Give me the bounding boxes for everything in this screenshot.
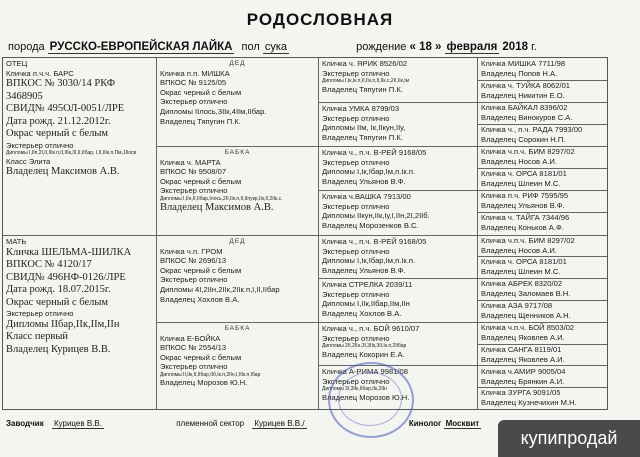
gp-label: БАБКА [224,149,251,156]
mother-color: Окрас черный с белым [6,296,109,308]
ggp-line: Кличка УМКА 8799/03 [322,104,400,113]
ggp-cell [322,104,474,146]
gggp-cell [481,367,605,388]
page-title: РОДОСЛОВНАЯ [246,10,394,29]
gp-line: Дипломы II,IIк,II,IIбар,IIб,Iк.п,2IIн,I,IIIк.п,Iбар [160,371,261,378]
gp-line: Владелец Хохлов В.А. [160,294,240,304]
ggp-line: Владелец Тяпугин П.К. [322,84,403,94]
gggp-cell [481,345,605,366]
grandparent-fm-cell [160,148,315,234]
ggp-cell [322,59,474,101]
footer-signatures [6,419,481,428]
gp-line: Экстерьер отлично [160,186,228,196]
ggp-line: Экстерьер отлично [322,68,390,78]
gggp-cell [481,323,605,344]
ggp-line: Дипломы IIм, Iк,IIкун,IIу, [322,123,406,133]
gggp-line: Владелец Коньков А.Ф. [481,222,564,232]
gggp-cell [481,81,605,102]
ggp-line: Кличка ч. ЯРИК 8526/02 [322,59,408,68]
ggp-line: Кличка ч.ВАШКА 7913/00 [322,192,411,201]
gp-line: Владелец Морозов Ю.Н. [160,378,248,388]
father-birthdate: Дата рожд. 21.12.2012г. [6,115,111,127]
gggp-line: Владелец Шлеин М.С. [481,178,561,188]
mother-registry: ВПКОС № 4120/17 [6,259,92,271]
gggp-line: Кличка АЗА 9717/08 [481,301,553,310]
gggp-cell [481,125,605,146]
gggp-line: Владелец Заломаев В.Н. [481,288,571,298]
gggp-line: Кличка ч.п.ч. БОЙ 8503/02 [481,323,575,332]
ggp-cell [322,148,474,190]
ggp-line: Владелец Кокорин Е.А. [322,349,405,359]
father-color: Окрас черный с белым [6,128,109,140]
year-suffix: г. [531,41,537,53]
gggp-line: Кличка АБРЕК 8320/02 [481,279,563,288]
father-owner: Владелец Максимов А.В. [6,166,120,178]
sex-label: пол [241,41,260,53]
ggp-line: Дипломы 2II,2IIн,3I,3IIк,3II,Iк.п,2IIбар [322,343,407,350]
ggp-line: Владелец Морозов Ю.Н. [322,392,410,402]
gggp-cell [481,213,605,234]
ggp-line: Кличка СТРЕЛКА 2039/11 [322,280,413,289]
grandparent-ff-cell [160,59,315,145]
gggp-line: Владелец Попов Н.А. [481,68,558,78]
divider [318,58,319,409]
gp-line: Дипломы I,IIн,II,IIбар,Iлось,2II,IIк.п,II,IIпукр,IIк,II,2IIк.с. [160,195,283,202]
pedigree-grid [2,57,608,410]
kinolog-value: Москвит [445,419,480,428]
ggp-line: Экстерьер отлично [322,113,390,123]
gggp-cell [481,236,605,257]
gggp-line: Владелец Ульянов В.Ф. [481,200,565,210]
gggp-line: Владелец Брянкин А.И. [481,376,565,386]
ggp-line: Экстерьер отлично [322,333,390,343]
birth-day: « 18 » [409,41,442,53]
gp-line: Окрас черный с белым [160,87,242,97]
ggp-line: Кличка А-РИМА 9981/08 [322,367,408,376]
sex-value: сука [264,41,288,53]
mother-exterior: Экстерьер отлично [6,309,74,319]
gp-line: Экстерьер отлично [160,275,228,285]
breeder-value: Курицев В.В. [53,419,102,428]
gggp-line: Владелец Никитин Е.О. [481,90,565,100]
ggp-line: Владелец Ульянов В.Ф. [322,265,406,275]
father-certificate: СВИД№ 495ОЛ-0051/ЛРЕ [6,103,125,115]
ggp-line: Дипломы IIкун,IIк,Iу,I,IIн,2I,2IIб. [322,211,430,221]
ggp-line: Владелец Морозенков В.С. [322,220,419,230]
father-diplomas: Дипломы I,IIп,2I,II,IIIк.п,II,IIIк,3I,II,IIбар, I,II,IIIк.п.Пм,1Ilосв [6,150,137,157]
gp-line: Кличка ч. МАРТА [160,157,221,167]
gggp-cell [481,103,605,124]
mother-class: Класс первый [6,331,69,343]
gggp-line: Кличка п.ч. РИФ 7595/95 [481,191,569,200]
gp-line: Владелец Тяпугин П.К. [160,116,241,126]
brand-watermark[interactable]: купипродай [498,420,640,457]
gggp-line: Кличка ч.АМИР 9005/04 [481,367,566,376]
gggp-line: Владелец Носов А.И. [481,156,557,166]
gggp-line: Владелец Яковлев А.И. [481,332,565,342]
mother-cell [6,237,154,408]
grandparent-mf-cell [160,237,315,321]
header-line [8,41,608,53]
gggp-cell [481,147,605,168]
mother-certificate: СВИД№ 496НФ-0126/ЛРЕ [6,271,126,283]
gp-label: ДЕД [229,238,246,245]
ggp-line: Владелец Тяпугин П.К. [322,132,403,142]
gp-line: Окрас черный с белым [160,352,242,362]
mother-name: Кличка ШЕЛЬМА-ШИЛКА [6,246,132,258]
gp-line: Окрас черный с белым [160,176,242,186]
gggp-line: Владелец Винокуров С.А. [481,112,573,122]
gp-line: ВПКОС № 2554/13 [160,343,227,353]
gggp-line: Кличка ч.п.ч. БИМ 8297/02 [481,147,575,156]
divider [156,58,157,409]
gggp-line: Владелец Шлеин М.С. [481,266,561,276]
gp-line: Экстерьер отлично [160,97,228,107]
gggp-line: Кличка ч. ТАЙГА 7344/96 [481,213,570,222]
ggp-line: Кличка ч., п.ч. БОЙ 9610/07 [322,324,420,333]
breed-label: порода [8,41,45,53]
gggp-line: Владелец Носов А.И. [481,245,557,255]
gp-label: БАБКА [224,325,251,332]
father-label: ОТЕЦ [6,59,28,68]
father-exterior: Экстерьер отлично [6,140,74,150]
grandparent-mm-cell [160,324,315,408]
father-class: Класс Элита [6,156,51,166]
gp-line: Дипломы 4I,2IIн,2IIк,2IIк.п,I,II,IIбар [160,284,280,294]
gggp-line: Кличка МИШКА 7711/98 [481,59,566,68]
mother-owner: Владелец Курицев В.В. [6,343,111,355]
sector-label: племенной сектор [176,419,245,428]
ggp-cell [322,324,474,364]
ggp-line: Экстерьер отлично [322,157,390,167]
gp-line: Дипломы IIлось,3IIк,4IIм,IIбар. [160,106,267,116]
father-name: Кличка п.ч.ч. БАРС [6,68,74,78]
gggp-line: Владелец Яковлев А.И. [481,354,565,364]
mother-label: МАТЬ [6,237,27,246]
birth-label: рождение [356,41,407,53]
gp-line: Кличка ч.п. ГРОМ [160,246,223,256]
gp-line: Владелец Максимов А.В. [160,202,274,214]
gggp-line: Кличка САНГА 8119/01 [481,345,562,354]
ggp-cell [322,237,474,277]
ggp-line: Дипломы I,Iк,Iбар,Iм,п.Iк.п. [322,167,416,177]
gp-line: ВПКОС № 2696/13 [160,256,227,266]
gp-line: Кличка Е-БОЙКА [160,333,221,343]
gggp-cell [481,191,605,212]
gggp-cell [481,169,605,190]
gggp-cell [481,388,605,408]
gp-label: ДЕД [229,60,246,67]
ggp-line: Кличка ч., п.ч. В-РЕЙ 9168/05 [322,237,427,246]
gggp-line: Владелец Сорокин Н.П. [481,134,566,144]
gp-line: Кличка п.п. МИШКА [160,68,230,78]
sector-value: Курицев В.В./ [254,419,305,428]
club-stamp-inner [338,372,402,426]
gggp-line: Владелец Щенников А.Н. [481,310,571,320]
gp-line: Окрас черный с белым [160,265,242,275]
gp-line: Экстерьер отлично [160,362,228,372]
ggp-line: Владелец Ульянов В.Ф. [322,176,406,186]
gggp-line: Кличка ЗУРГА 9091/05 [481,388,561,397]
father-cell [6,59,154,234]
birth-month: февраля [446,41,498,53]
ggp-line: Дипломы I,Iк,Iк.п,II,IIк.п,II,IIк.с,2II,IIк,Iм [322,78,410,85]
gggp-line: Кличка ч. ОРСА 8181/01 [481,169,567,178]
ggp-line: Экстерьер отлично [322,201,390,211]
gggp-line: Кличка БАЙКАЛ 8396/02 [481,103,568,112]
ggp-cell [322,192,474,234]
gggp-cell [481,301,605,322]
gggp-line: Кличка ч., п.ч. РАДА 7993/00 [481,125,583,134]
gp-line: ВПКОС № 9125/05 [160,78,227,88]
breeder-label: Заводчик [6,419,44,428]
gggp-line: Кличка ч. ОРСА 8181/01 [481,257,567,266]
gggp-line: Кличка ч. ТУЙКА 8062/01 [481,81,571,90]
gggp-line: Кличка ч.п.ч. БИМ 8297/02 [481,236,575,245]
ggp-line: Дипломы I,IIк,IIбар,IIм,IIн [322,299,410,309]
father-registry: ВПКОС № 3030/14 РКФ 3468905 [6,78,116,102]
kinolog-label: Кинолог [408,419,442,428]
ggp-cell [322,280,474,321]
mother-birthdate: Дата рожд. 18.07.2015г. [6,284,111,296]
gggp-cell [481,279,605,300]
ggp-line: Дипломы 3I,3IIк,IIбар,IIк,2IIн [322,386,387,393]
gggp-cell [481,257,605,278]
gp-line: ВПКОС № 9508/07 [160,167,227,177]
breed-value: РУССКО-ЕВРОПЕЙСКАЯ ЛАЙКА [49,41,233,53]
ggp-line: Дипломы I,Iк,Iбар,Iм,п.Iк.п. [322,256,416,266]
ggp-line: Экстерьер отлично [322,289,390,299]
mother-diplomas: Дипломы IIбар,IIк,IIм,IIн [6,318,120,330]
ggp-line: Кличка ч., п.ч. В-РЕЙ 9168/05 [322,148,427,157]
gggp-cell [481,59,605,80]
gggp-line: Владелец Кузнечихин М.Н. [481,397,577,407]
divider [477,58,478,409]
birth-year: 2018 [502,41,528,53]
ggp-line: Экстерьер отлично [322,376,390,386]
ggp-line: Владелец Хохлов В.А. [322,308,402,318]
ggp-line: Экстерьер отлично [322,246,390,256]
